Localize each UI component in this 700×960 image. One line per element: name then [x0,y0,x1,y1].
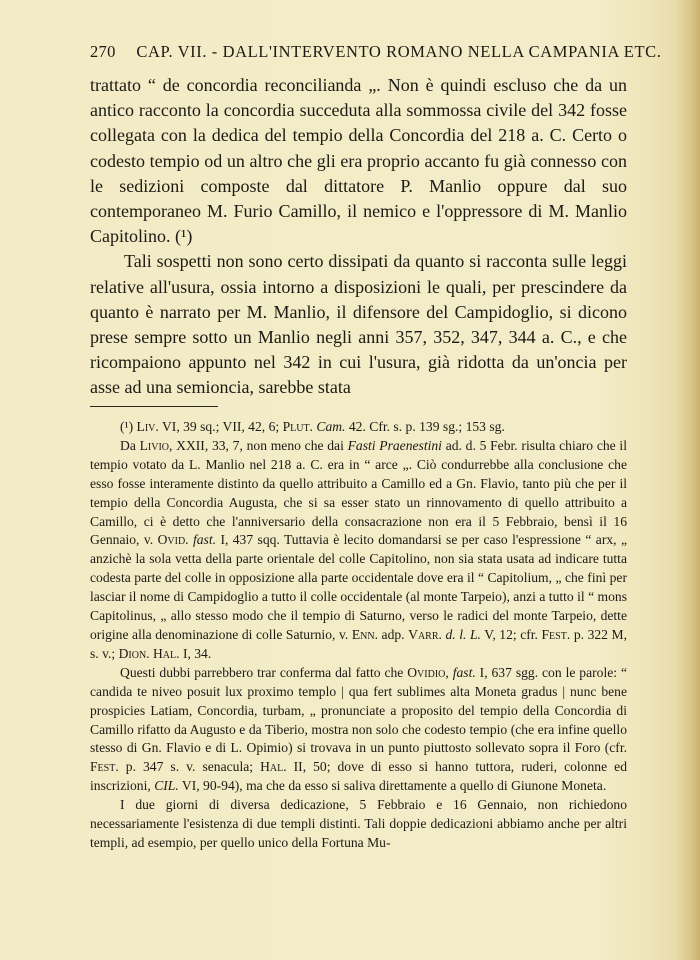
footnote-paragraph-2: Da Livio, XXII, 33, 7, non meno che dai Fasti Praenestini ad. d. 5 Febr. risulta chiaro che il tempio votato da L. Manlio nel 218 a. C. era in “ arce „. Ciò condurrebbe alla conclusione che esso fosse interamente distinto da quello attribuito a Camillo ed a Gn. Flavio, tanto più che per il tempio della Concordia Augusta, che si sa esser stato un rinnovamento di quello attribuito a Camillo, ci è detto che l'anniversario della consacrazione non era il 5 Febbraio, bensì il 16 Gennaio, v. Ovid. fast. I, 437 sqq. Tuttavia è lecito domandarsi se per caso l'espressione “ arx, „ anzichè la sola vetta della parte orientale del colle Capitolino, non sia stata usata ad indicare tutta codesta parte del colle in opposizione alla parte occidentale dove era il “ Capitolium, „ che finì per lasciar il nome di Campidoglio a tutto il colle occidentale (al monte Tarpeio), anzi a tutto il “ mons Capitolinus, „ allo stesso modo che il tempio di Saturno, verso le radici del monte Tarpeio, dette origine alla denominazione di colle Saturnio, v. Enn. adp. Varr. d. l. L. V, 12; cfr. Fest. p. 322 M, s. v.; Dion. Hal. I, 34. [90,437,627,661]
running-title: CAP. VII. - DALL'INTERVENTO ROMANO NELLA CAMPANIA ETC. [136,42,662,61]
page-number: 270 [90,42,116,61]
footnote-paragraph-4: I due giorni di diversa dedicazione, 5 Febbraio e 16 Gennaio, non richiedono necessariamente l'esistenza di due templi distinti. Tali doppie dedicazioni abbiamo anche per altri templi, ad esempio, per quello unico della Fortuna Mu- [90,797,627,850]
body-paragraph-1: trattato “ de concordia reconcilianda „. Non è quindi escluso che da un antico racconto la concordia succeduta alla sommossa civile del 342 fosse collegata con la dedica del tempio della Concordia del 218 a. C. Certo o codesto tempio od un altro che gli era proprio accanto fu già connesso con le sedizioni composte dal dittatore P. Manlio oppure dal suo contemporaneo M. Furio Camillo, il nemico e l'oppressore di M. Manlio Capitolino. (¹) [90,75,627,247]
footnote-separator [90,406,218,407]
body-paragraph-2: Tali sospetti non sono certo dissipati da quanto si racconta sulle leggi relative all'usura, ossia intorno a disposizioni le quali, per prescindere da quanto è narrato per M. Manlio, il difensore del Campidoglio, si dicono prese sempre sotto un Manlio negli anni 357, 352, 347, 344 a. C., e che ricompaiono appunto nel 342 in cui l'usura, già ridotta da un'oncia per asse ad una semioncia, sarebbe stata [90,251,627,398]
running-header [90,42,662,62]
footnote-1: (¹) Liv. VI, 39 sq.; VII, 42, 6; Plut. Cam. 42. Cfr. s. p. 139 sg.; 153 sg. [120,419,505,434]
main-text [90,73,627,401]
page-edge-shadow [676,0,700,960]
footnotes [90,418,627,853]
footnote-marker: (¹) [120,419,134,434]
footnote-paragraph-3: Questi dubbi parrebbero trar conferma dal fatto che Ovidio, fast. I, 637 sgg. con le parole: “ candida te niveo posuit lux proximo templo | qua fert sublimes alta Moneta gradus | nunc bene prospicies Latiam, Concordia, turbam, „ pronunciate a proposito del tempio della Concordia di Camillo rifatto da Augusto e da Tiberio, mostra non solo che codesto tempio (che era infine quello stesso di Gn. Flavio e di L. Opimio) si trovava in un punto piuttosto sollevato sopra il Foro (cfr. Fest. p. 347 s. v. senacula; Hal. II, 50; dove di esso si hanno tuttora, ruderi, colonne ed inscrizioni, CIL. VI, 90-94), ma che da esso si saliva direttamente a quello di Giunone Moneta. [90,664,627,794]
